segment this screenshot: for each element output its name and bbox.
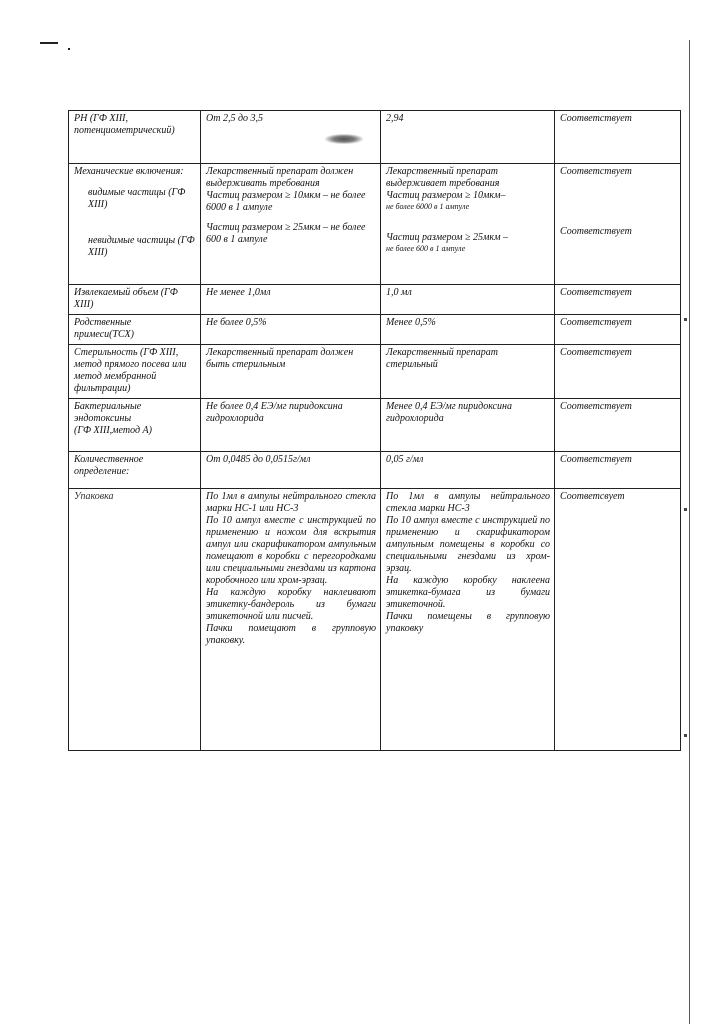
parameter-cell: [69, 111, 201, 164]
result-line: гидрохлорида: [386, 413, 444, 424]
parameter-cell: [69, 315, 201, 345]
norm-paragraph: Пачки помещают в групповую упаковку.: [206, 623, 376, 646]
table-row: [69, 452, 681, 489]
parameter-line: метод прямого посева или: [74, 359, 187, 370]
result-line: стерильный: [386, 359, 438, 370]
result-paragraph: Пачки помещены в групповую упаковку: [386, 611, 550, 634]
verdict-text: Соответствует: [560, 347, 632, 358]
norm-line: Не более 0,5%: [206, 317, 267, 328]
result-line: Частиц размером ≥ 10мкм–: [386, 190, 506, 201]
result-cell: [381, 164, 555, 285]
parameter-line: Упаковка: [74, 491, 114, 502]
norm-line: Не более 0,4 ЕЭ/мг пиридоксина: [206, 401, 343, 412]
norm-cell: [201, 111, 381, 164]
parameter-line: (ГФ XIII,метод А): [74, 425, 152, 436]
norm-cell: [201, 285, 381, 315]
parameter-line: потенциометрический): [74, 125, 175, 136]
result-cell: [381, 399, 555, 452]
norm-line: От 2,5 до 3,5: [206, 113, 264, 124]
sub-parameter-invisible: невидимые частицы (ГФ XIII): [88, 235, 195, 258]
norm-line: Лекарственный препарат должен: [206, 347, 354, 358]
parameter-line: примеси(ТСХ): [74, 329, 134, 340]
result-cell: [381, 285, 555, 315]
result-cell: [381, 315, 555, 345]
result-line: 0,05 г/мл: [386, 454, 424, 465]
table-row: [69, 111, 681, 164]
parameter-cell: [69, 164, 201, 285]
norm-line: От 0,0485 до 0,0515г/мл: [206, 454, 311, 465]
verdict-cell: [555, 164, 681, 285]
verdict-cell: [555, 489, 681, 751]
scan-artifact: [68, 48, 70, 50]
norm-cell: [201, 452, 381, 489]
parameter-line: PH (ГФ XIII,: [74, 113, 128, 124]
parameter-line: эндотоксины: [74, 413, 132, 424]
parameter-cell: [69, 399, 201, 452]
page-edge-line: [689, 40, 690, 1024]
verdict-text: Соответствует: [560, 317, 632, 328]
parameter-line: фильтрации): [74, 383, 131, 394]
result-line: выдерживает требования: [386, 178, 500, 189]
table-row: [69, 315, 681, 345]
result-note: не более 6000 в 1 ампуле: [386, 202, 470, 211]
table-row: [69, 399, 681, 452]
norm-cell: [201, 399, 381, 452]
verdict-text: Соответствует: [560, 166, 632, 177]
verdict-text: Соответствует: [560, 287, 632, 298]
specification-table: [68, 110, 681, 751]
scan-artifact: [684, 508, 687, 511]
verdict-cell: [555, 452, 681, 489]
result-cell: [381, 452, 555, 489]
verdict-cell: [555, 315, 681, 345]
result-line: Менее 0,4 ЕЭ/мг пиридоксина: [386, 401, 512, 412]
parameter-line: определение:: [74, 466, 130, 477]
norm-line: выдерживать требования: [206, 178, 320, 189]
verdict-text: Соответствует: [560, 401, 632, 412]
norm-paragraph: По 1мл в ампулы нейтрального стекла марки НС-1 или НС-3: [206, 491, 376, 514]
result-line: Лекарственный препарат: [386, 166, 498, 177]
verdict-text: Соответствует: [560, 226, 632, 237]
scan-artifact: [40, 42, 58, 44]
parameter-line: Родственные: [74, 317, 132, 328]
result-paragraph: На каждую коробку наклеена этикетка-бумага из бумаги этикеточной.: [386, 575, 550, 610]
parameter-line: Механические включения:: [74, 166, 184, 177]
result-line: Лекарственный препарат: [386, 347, 498, 358]
result-note: не более 600 в 1 ампуле: [386, 244, 466, 253]
verdict-cell: [555, 111, 681, 164]
norm-cell: [201, 345, 381, 399]
norm-line: быть стерильным: [206, 359, 286, 370]
norm-line: Лекарственный препарат должен: [206, 166, 354, 177]
parameter-cell: [69, 452, 201, 489]
verdict-text: Соответствует: [560, 454, 632, 465]
norm-line: Не менее 1,0мл: [206, 287, 271, 298]
norm-cell: [201, 489, 381, 751]
result-paragraph: По 1мл в ампулы нейтрального стекла марки НС-3: [386, 491, 550, 514]
parameter-line: Стерильность (ГФ XIII,: [74, 347, 179, 358]
norm-cell: [201, 315, 381, 345]
result-cell: [381, 345, 555, 399]
verdict-cell: [555, 399, 681, 452]
table-row: [69, 164, 681, 285]
verdict-text: Соответсвует: [560, 491, 625, 502]
norm-cell: [201, 164, 381, 285]
table-row: [69, 345, 681, 399]
verdict-cell: [555, 345, 681, 399]
result-cell: [381, 489, 555, 751]
parameter-cell: [69, 489, 201, 751]
norm-line: Частиц размером ≥ 10мкм – не более 6000 в 1 ампуле: [206, 190, 366, 213]
result-line: Менее 0,5%: [386, 317, 436, 328]
verdict-text: Соответствует: [560, 113, 632, 124]
result-line: Частиц размером ≥ 25мкм –: [386, 232, 508, 243]
result-line: 1,0 мл: [386, 287, 412, 298]
result-cell: [381, 111, 555, 164]
scan-artifact: [684, 318, 687, 321]
parameter-line: Извлекаемый объем (ГФ: [74, 287, 178, 298]
parameter-line: метод мембранной: [74, 371, 157, 382]
parameter-line: Бактериальные: [74, 401, 142, 412]
verdict-cell: [555, 285, 681, 315]
result-line: 2,94: [386, 113, 404, 124]
norm-paragraph: По 10 ампул вместе с инструкцией по применению и ножом для вскрытия ампул или скарификатором ампульным помещают в коробки с перегородками или специальными гнездами из картона коробочного или хром-эрзац.: [206, 515, 376, 586]
scan-artifact: [684, 734, 687, 737]
table-row: [69, 285, 681, 315]
parameter-cell: [69, 345, 201, 399]
result-paragraph: По 10 ампул вместе с инструкцией по применению и скарификатором ампульным помещены в коробки со специальными гнездами из хром-эрзац.: [386, 515, 550, 574]
sub-parameter-visible: видимые частицы (ГФ XIII): [88, 187, 186, 210]
parameter-line: Количественное: [74, 454, 144, 465]
parameter-cell: [69, 285, 201, 315]
table-row: [69, 489, 681, 751]
parameter-line: XIII): [74, 299, 94, 310]
norm-line: Частиц размером ≥ 25мкм – не более 600 в 1 ампуле: [206, 222, 366, 245]
norm-line: гидрохлорида: [206, 413, 264, 424]
norm-paragraph: На каждую коробку наклеивают этикетку-бандероль из бумаги этикеточной или писчей.: [206, 587, 376, 622]
